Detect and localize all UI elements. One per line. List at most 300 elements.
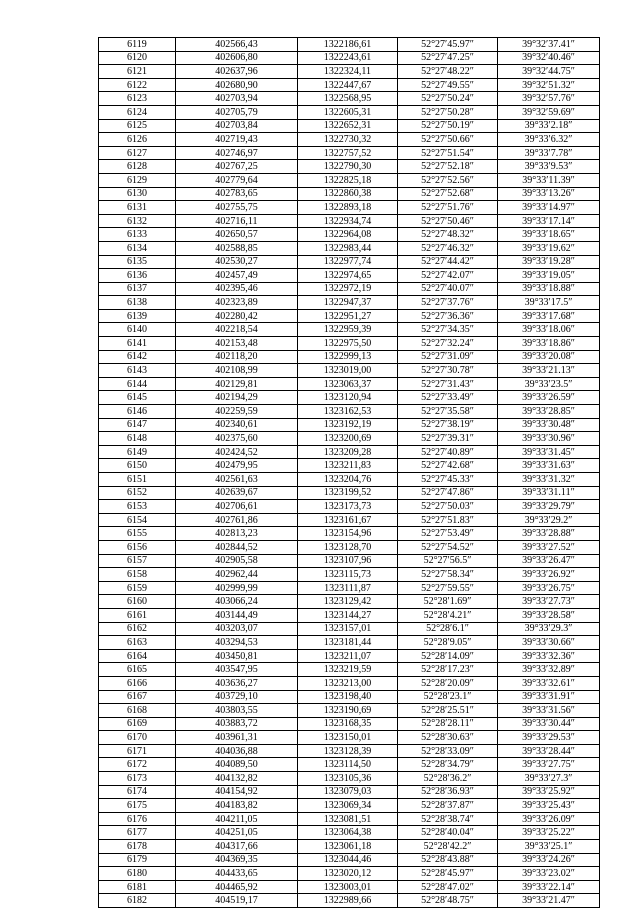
longitude-cell: 39°33′27.75″	[498, 758, 600, 772]
x-coordinate-cell: 402716,11	[176, 214, 298, 228]
point-number-cell: 6164	[99, 649, 176, 663]
y-coordinate-cell: 1323211,83	[298, 459, 398, 473]
longitude-cell: 39°33′26.92″	[498, 568, 600, 582]
table-row	[99, 581, 600, 595]
longitude-cell: 39°32′37.41″	[498, 38, 600, 52]
table-row	[99, 119, 600, 133]
point-number-cell: 6126	[99, 133, 176, 147]
latitude-cell: 52°28′23.1″	[398, 690, 498, 704]
longitude-cell: 39°33′19.28″	[498, 255, 600, 269]
longitude-cell: 39°33′28.44″	[498, 744, 600, 758]
table-row	[99, 853, 600, 867]
x-coordinate-cell: 402650,57	[176, 228, 298, 242]
x-coordinate-cell: 402746,97	[176, 146, 298, 160]
y-coordinate-cell: 1323150,01	[298, 731, 398, 745]
table-row	[99, 418, 600, 432]
longitude-cell: 39°33′26.09″	[498, 812, 600, 826]
longitude-cell: 39°33′29.2″	[498, 513, 600, 527]
latitude-cell: 52°28′20.09″	[398, 676, 498, 690]
x-coordinate-cell: 404251,05	[176, 826, 298, 840]
y-coordinate-cell: 1323128,39	[298, 744, 398, 758]
y-coordinate-cell: 1322243,61	[298, 51, 398, 65]
longitude-cell: 39°33′27.73″	[498, 595, 600, 609]
point-number-cell: 6125	[99, 119, 176, 133]
x-coordinate-cell: 402637,96	[176, 65, 298, 79]
y-coordinate-cell: 1323190,69	[298, 704, 398, 718]
latitude-cell: 52°27′50.28″	[398, 105, 498, 119]
table-row	[99, 812, 600, 826]
table-row	[99, 527, 600, 541]
latitude-cell: 52°27′51.83″	[398, 513, 498, 527]
y-coordinate-cell: 1322730,32	[298, 133, 398, 147]
point-number-cell: 6162	[99, 622, 176, 636]
y-coordinate-cell: 1323105,36	[298, 772, 398, 786]
table-row	[99, 554, 600, 568]
y-coordinate-cell: 1323129,42	[298, 595, 398, 609]
table-row	[99, 622, 600, 636]
y-coordinate-cell: 1322790,30	[298, 160, 398, 174]
x-coordinate-cell: 404183,82	[176, 799, 298, 813]
latitude-cell: 52°27′38.19″	[398, 418, 498, 432]
latitude-cell: 52°28′42.2″	[398, 840, 498, 854]
longitude-cell: 39°33′23.5″	[498, 377, 600, 391]
x-coordinate-cell: 402999,99	[176, 581, 298, 595]
x-coordinate-cell: 403066,24	[176, 595, 298, 609]
x-coordinate-cell: 402588,85	[176, 241, 298, 255]
table-row	[99, 51, 600, 65]
y-coordinate-cell: 1323154,96	[298, 527, 398, 541]
table-row	[99, 540, 600, 554]
latitude-cell: 52°27′50.24″	[398, 92, 498, 106]
x-coordinate-cell: 402767,25	[176, 160, 298, 174]
table-row	[99, 880, 600, 894]
x-coordinate-cell: 402639,67	[176, 486, 298, 500]
latitude-cell: 52°27′58.34″	[398, 568, 498, 582]
table-row	[99, 663, 600, 677]
y-coordinate-cell: 1322999,13	[298, 350, 398, 364]
point-number-cell: 6137	[99, 282, 176, 296]
table-row	[99, 595, 600, 609]
point-number-cell: 6127	[99, 146, 176, 160]
longitude-cell: 39°33′25.92″	[498, 785, 600, 799]
point-number-cell: 6151	[99, 473, 176, 487]
y-coordinate-cell: 1323081,51	[298, 812, 398, 826]
x-coordinate-cell: 402706,61	[176, 500, 298, 514]
point-number-cell: 6161	[99, 608, 176, 622]
table-row	[99, 187, 600, 201]
latitude-cell: 52°27′45.97″	[398, 38, 498, 52]
latitude-cell: 52°28′47.02″	[398, 880, 498, 894]
y-coordinate-cell: 1323200,69	[298, 432, 398, 446]
table-row	[99, 65, 600, 79]
x-coordinate-cell: 402844,52	[176, 540, 298, 554]
x-coordinate-cell: 403203,07	[176, 622, 298, 636]
latitude-cell: 52°28′45.97″	[398, 867, 498, 881]
x-coordinate-cell: 403803,55	[176, 704, 298, 718]
latitude-cell: 52°27′36.36″	[398, 309, 498, 323]
latitude-cell: 52°27′32.24″	[398, 337, 498, 351]
y-coordinate-cell: 1322893,18	[298, 201, 398, 215]
table-row	[99, 690, 600, 704]
y-coordinate-cell: 1323044,46	[298, 853, 398, 867]
table-row	[99, 826, 600, 840]
point-number-cell: 6182	[99, 894, 176, 908]
longitude-cell: 39°33′32.61″	[498, 676, 600, 690]
y-coordinate-cell: 1323079,03	[298, 785, 398, 799]
x-coordinate-cell: 403294,53	[176, 636, 298, 650]
table-row	[99, 432, 600, 446]
point-number-cell: 6129	[99, 173, 176, 187]
x-coordinate-cell: 402680,90	[176, 78, 298, 92]
longitude-cell: 39°33′30.66″	[498, 636, 600, 650]
point-number-cell: 6177	[99, 826, 176, 840]
latitude-cell: 52°27′52.18″	[398, 160, 498, 174]
y-coordinate-cell: 1322605,31	[298, 105, 398, 119]
longitude-cell: 39°33′29.79″	[498, 500, 600, 514]
table-row	[99, 92, 600, 106]
x-coordinate-cell: 402561,63	[176, 473, 298, 487]
table-row	[99, 608, 600, 622]
point-number-cell: 6145	[99, 391, 176, 405]
table-row	[99, 744, 600, 758]
y-coordinate-cell: 1323107,96	[298, 554, 398, 568]
longitude-cell: 39°33′22.14″	[498, 880, 600, 894]
latitude-cell: 52°27′42.07″	[398, 269, 498, 283]
y-coordinate-cell: 1323219,59	[298, 663, 398, 677]
latitude-cell: 52°27′51.76″	[398, 201, 498, 215]
point-number-cell: 6131	[99, 201, 176, 215]
x-coordinate-cell: 402340,61	[176, 418, 298, 432]
y-coordinate-cell: 1323063,37	[298, 377, 398, 391]
latitude-cell: 52°27′33.49″	[398, 391, 498, 405]
table-row	[99, 513, 600, 527]
latitude-cell: 52°27′30.78″	[398, 364, 498, 378]
longitude-cell: 39°33′11.39″	[498, 173, 600, 187]
table-row	[99, 228, 600, 242]
longitude-cell: 39°33′21.13″	[498, 364, 600, 378]
y-coordinate-cell: 1322652,31	[298, 119, 398, 133]
y-coordinate-cell: 1323157,01	[298, 622, 398, 636]
point-number-cell: 6138	[99, 296, 176, 310]
point-number-cell: 6143	[99, 364, 176, 378]
x-coordinate-cell: 402424,52	[176, 445, 298, 459]
point-number-cell: 6171	[99, 744, 176, 758]
latitude-cell: 52°27′50.19″	[398, 119, 498, 133]
x-coordinate-cell: 404089,50	[176, 758, 298, 772]
point-number-cell: 6170	[99, 731, 176, 745]
longitude-cell: 39°33′28.85″	[498, 405, 600, 419]
table-row	[99, 323, 600, 337]
longitude-cell: 39°33′32.89″	[498, 663, 600, 677]
x-coordinate-cell: 403961,31	[176, 731, 298, 745]
x-coordinate-cell: 402606,80	[176, 51, 298, 65]
longitude-cell: 39°33′28.58″	[498, 608, 600, 622]
table-row	[99, 105, 600, 119]
longitude-cell: 39°33′30.44″	[498, 717, 600, 731]
point-number-cell: 6168	[99, 704, 176, 718]
x-coordinate-cell: 404317,66	[176, 840, 298, 854]
x-coordinate-cell: 404369,35	[176, 853, 298, 867]
y-coordinate-cell: 1323161,67	[298, 513, 398, 527]
x-coordinate-cell: 403729,10	[176, 690, 298, 704]
point-number-cell: 6141	[99, 337, 176, 351]
latitude-cell: 52°27′39.31″	[398, 432, 498, 446]
x-coordinate-cell: 403883,72	[176, 717, 298, 731]
table-row	[99, 337, 600, 351]
x-coordinate-cell: 402153,48	[176, 337, 298, 351]
longitude-cell: 39°33′18.86″	[498, 337, 600, 351]
point-number-cell: 6179	[99, 853, 176, 867]
x-coordinate-cell: 402108,99	[176, 364, 298, 378]
x-coordinate-cell: 402129,81	[176, 377, 298, 391]
table-row	[99, 391, 600, 405]
longitude-cell: 39°32′44.75″	[498, 65, 600, 79]
point-number-cell: 6119	[99, 38, 176, 52]
point-number-cell: 6152	[99, 486, 176, 500]
longitude-cell: 39°33′14.97″	[498, 201, 600, 215]
point-number-cell: 6120	[99, 51, 176, 65]
longitude-cell: 39°33′18.88″	[498, 282, 600, 296]
table-row	[99, 840, 600, 854]
point-number-cell: 6155	[99, 527, 176, 541]
x-coordinate-cell: 402530,27	[176, 255, 298, 269]
table-row	[99, 405, 600, 419]
longitude-cell: 39°33′30.48″	[498, 418, 600, 432]
point-number-cell: 6172	[99, 758, 176, 772]
point-number-cell: 6173	[99, 772, 176, 786]
x-coordinate-cell: 402194,29	[176, 391, 298, 405]
longitude-cell: 39°33′19.62″	[498, 241, 600, 255]
table-row	[99, 486, 600, 500]
point-number-cell: 6124	[99, 105, 176, 119]
point-number-cell: 6175	[99, 799, 176, 813]
latitude-cell: 52°28′14.09″	[398, 649, 498, 663]
latitude-cell: 52°27′54.52″	[398, 540, 498, 554]
point-number-cell: 6149	[99, 445, 176, 459]
latitude-cell: 52°28′36.93″	[398, 785, 498, 799]
y-coordinate-cell: 1323111,87	[298, 581, 398, 595]
y-coordinate-cell: 1323061,18	[298, 840, 398, 854]
y-coordinate-cell: 1323003,01	[298, 880, 398, 894]
point-number-cell: 6132	[99, 214, 176, 228]
table-row	[99, 377, 600, 391]
y-coordinate-cell: 1323114,50	[298, 758, 398, 772]
y-coordinate-cell: 1322757,52	[298, 146, 398, 160]
point-number-cell: 6159	[99, 581, 176, 595]
table-row	[99, 255, 600, 269]
y-coordinate-cell: 1322972,19	[298, 282, 398, 296]
table-row	[99, 364, 600, 378]
x-coordinate-cell: 404519,17	[176, 894, 298, 908]
latitude-cell: 52°28′17.23″	[398, 663, 498, 677]
table-row	[99, 78, 600, 92]
latitude-cell: 52°27′40.07″	[398, 282, 498, 296]
longitude-cell: 39°33′9.53″	[498, 160, 600, 174]
table-row	[99, 133, 600, 147]
longitude-cell: 39°33′31.32″	[498, 473, 600, 487]
longitude-cell: 39°33′31.63″	[498, 459, 600, 473]
table-row	[99, 649, 600, 663]
y-coordinate-cell: 1323192,19	[298, 418, 398, 432]
y-coordinate-cell: 1322964,08	[298, 228, 398, 242]
latitude-cell: 52°28′40.04″	[398, 826, 498, 840]
point-number-cell: 6165	[99, 663, 176, 677]
x-coordinate-cell: 403547,95	[176, 663, 298, 677]
longitude-cell: 39°33′18.06″	[498, 323, 600, 337]
point-number-cell: 6121	[99, 65, 176, 79]
longitude-cell: 39°33′25.43″	[498, 799, 600, 813]
point-number-cell: 6167	[99, 690, 176, 704]
table-row	[99, 309, 600, 323]
y-coordinate-cell: 1322989,66	[298, 894, 398, 908]
y-coordinate-cell: 1323204,76	[298, 473, 398, 487]
x-coordinate-cell: 402218,54	[176, 323, 298, 337]
table-row	[99, 500, 600, 514]
y-coordinate-cell: 1322959,39	[298, 323, 398, 337]
point-number-cell: 6139	[99, 309, 176, 323]
longitude-cell: 39°32′51.32″	[498, 78, 600, 92]
y-coordinate-cell: 1323198,40	[298, 690, 398, 704]
longitude-cell: 39°33′31.91″	[498, 690, 600, 704]
x-coordinate-cell: 402703,84	[176, 119, 298, 133]
longitude-cell: 39°33′7.78″	[498, 146, 600, 160]
longitude-cell: 39°33′27.3″	[498, 772, 600, 786]
y-coordinate-cell: 1323120,94	[298, 391, 398, 405]
x-coordinate-cell: 403144,49	[176, 608, 298, 622]
y-coordinate-cell: 1322186,61	[298, 38, 398, 52]
table-row	[99, 867, 600, 881]
point-number-cell: 6166	[99, 676, 176, 690]
x-coordinate-cell: 402280,42	[176, 309, 298, 323]
longitude-cell: 39°33′29.3″	[498, 622, 600, 636]
table-row	[99, 676, 600, 690]
point-number-cell: 6163	[99, 636, 176, 650]
x-coordinate-cell: 403636,27	[176, 676, 298, 690]
y-coordinate-cell: 1322977,74	[298, 255, 398, 269]
x-coordinate-cell: 402323,89	[176, 296, 298, 310]
x-coordinate-cell: 404132,82	[176, 772, 298, 786]
coordinates-table	[98, 37, 600, 908]
x-coordinate-cell: 402259,59	[176, 405, 298, 419]
latitude-cell: 52°28′4.21″	[398, 608, 498, 622]
point-number-cell: 6123	[99, 92, 176, 106]
point-number-cell: 6134	[99, 241, 176, 255]
longitude-cell: 39°33′20.08″	[498, 350, 600, 364]
y-coordinate-cell: 1322951,27	[298, 309, 398, 323]
latitude-cell: 52°28′34.79″	[398, 758, 498, 772]
table-row	[99, 269, 600, 283]
y-coordinate-cell: 1323209,28	[298, 445, 398, 459]
point-number-cell: 6146	[99, 405, 176, 419]
table-row	[99, 459, 600, 473]
longitude-cell: 39°33′17.5″	[498, 296, 600, 310]
latitude-cell: 52°28′43.88″	[398, 853, 498, 867]
point-number-cell: 6156	[99, 540, 176, 554]
point-number-cell: 6181	[99, 880, 176, 894]
latitude-cell: 52°27′31.43″	[398, 377, 498, 391]
point-number-cell: 6133	[99, 228, 176, 242]
longitude-cell: 39°33′13.26″	[498, 187, 600, 201]
y-coordinate-cell: 1323199,52	[298, 486, 398, 500]
longitude-cell: 39°33′25.1″	[498, 840, 600, 854]
y-coordinate-cell: 1323069,34	[298, 799, 398, 813]
point-number-cell: 6135	[99, 255, 176, 269]
latitude-cell: 52°27′51.54″	[398, 146, 498, 160]
table-row	[99, 214, 600, 228]
x-coordinate-cell: 402905,58	[176, 554, 298, 568]
x-coordinate-cell: 402813,23	[176, 527, 298, 541]
x-coordinate-cell: 402755,75	[176, 201, 298, 215]
point-number-cell: 6150	[99, 459, 176, 473]
x-coordinate-cell: 402962,44	[176, 568, 298, 582]
latitude-cell: 52°27′44.42″	[398, 255, 498, 269]
x-coordinate-cell: 404154,92	[176, 785, 298, 799]
longitude-cell: 39°32′40.46″	[498, 51, 600, 65]
x-coordinate-cell: 402566,43	[176, 38, 298, 52]
latitude-cell: 52°28′1.69″	[398, 595, 498, 609]
point-number-cell: 6169	[99, 717, 176, 731]
table-row	[99, 636, 600, 650]
y-coordinate-cell: 1322974,65	[298, 269, 398, 283]
longitude-cell: 39°33′31.45″	[498, 445, 600, 459]
longitude-cell: 39°33′23.02″	[498, 867, 600, 881]
latitude-cell: 52°27′52.56″	[398, 173, 498, 187]
latitude-cell: 52°28′9.05″	[398, 636, 498, 650]
longitude-cell: 39°33′25.22″	[498, 826, 600, 840]
y-coordinate-cell: 1322934,74	[298, 214, 398, 228]
table-row	[99, 473, 600, 487]
latitude-cell: 52°28′33.09″	[398, 744, 498, 758]
latitude-cell: 52°27′42.68″	[398, 459, 498, 473]
longitude-cell: 39°33′28.88″	[498, 527, 600, 541]
latitude-cell: 52°27′52.68″	[398, 187, 498, 201]
point-number-cell: 6180	[99, 867, 176, 881]
x-coordinate-cell: 404036,88	[176, 744, 298, 758]
table-row	[99, 445, 600, 459]
x-coordinate-cell: 402783,65	[176, 187, 298, 201]
longitude-cell: 39°33′2.18″	[498, 119, 600, 133]
table-row	[99, 717, 600, 731]
table-row	[99, 160, 600, 174]
latitude-cell: 52°28′48.75″	[398, 894, 498, 908]
x-coordinate-cell: 402118,20	[176, 350, 298, 364]
table-row	[99, 731, 600, 745]
point-number-cell: 6122	[99, 78, 176, 92]
point-number-cell: 6154	[99, 513, 176, 527]
point-number-cell: 6144	[99, 377, 176, 391]
y-coordinate-cell: 1323115,73	[298, 568, 398, 582]
longitude-cell: 39°33′26.75″	[498, 581, 600, 595]
longitude-cell: 39°33′17.14″	[498, 214, 600, 228]
y-coordinate-cell: 1323173,73	[298, 500, 398, 514]
y-coordinate-cell: 1323019,00	[298, 364, 398, 378]
table-row	[99, 146, 600, 160]
longitude-cell: 39°32′59.69″	[498, 105, 600, 119]
x-coordinate-cell: 402395,46	[176, 282, 298, 296]
longitude-cell: 39°33′6.32″	[498, 133, 600, 147]
point-number-cell: 6174	[99, 785, 176, 799]
coordinates-table-body	[99, 38, 600, 908]
x-coordinate-cell: 402703,94	[176, 92, 298, 106]
latitude-cell: 52°27′50.66″	[398, 133, 498, 147]
latitude-cell: 52°28′6.1″	[398, 622, 498, 636]
longitude-cell: 39°33′26.47″	[498, 554, 600, 568]
latitude-cell: 52°28′38.74″	[398, 812, 498, 826]
y-coordinate-cell: 1323181,44	[298, 636, 398, 650]
x-coordinate-cell: 402705,79	[176, 105, 298, 119]
latitude-cell: 52°27′45.33″	[398, 473, 498, 487]
latitude-cell: 52°27′50.03″	[398, 500, 498, 514]
